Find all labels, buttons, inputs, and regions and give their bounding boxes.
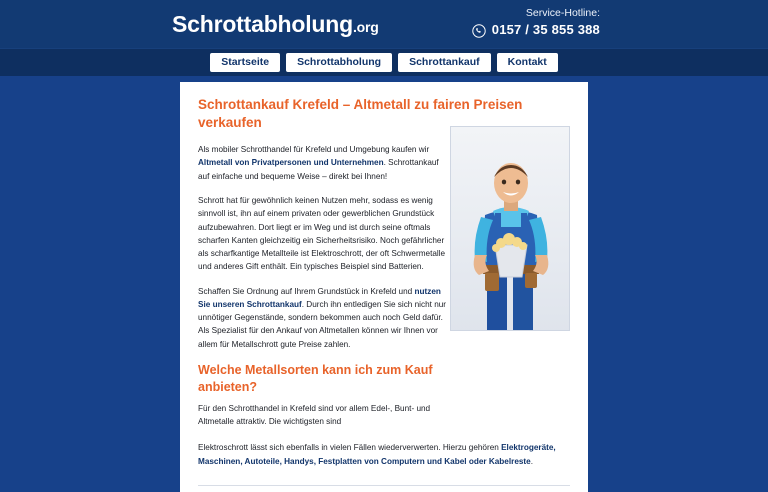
intro-paragraph (198, 143, 450, 183)
nav-item-schrottankauf[interactable]: Schrottankauf (398, 53, 491, 73)
order-text-a: Schaffen Sie Ordnung auf Ihrem Grundstück in Krefeld und (198, 286, 415, 296)
order-text-c: . Durch ihn entledigen Sie sich nicht nur unnötiger Gegenstände, sondern bekommen auch noch Geld dafür. Als Spezialist für den Ankauf von Altmetallen können wir Ihnen vor allem für Metallschrott gute Preise zahlen. (198, 299, 447, 349)
electronics-text-a: Elektroschrott lässt sich ebenfalls in vielen Fällen wiederverwerten. Hierzu gehören (198, 443, 502, 453)
electronics-text-c: . (530, 456, 533, 466)
page-title: Schrottankauf Krefeld – Altmetall zu fairen Preisen verkaufen (198, 97, 523, 130)
paragraph-order (198, 285, 450, 351)
order-text-bold: nutzen Sie unseren Schrottankauf (198, 286, 441, 309)
intro-text-c: . Schrottankauf auf einfache und bequeme Weise – direkt bei Ihnen! (198, 158, 439, 181)
site-header (0, 0, 768, 48)
hotline-number[interactable]: 0157 / 35 855 388 (491, 22, 600, 38)
paragraph-metals-intro: Für den Schrotthandel in Krefeld sind vor allem Edel-, Bunt- und Altmetalle attraktiv. Die wichtigsten sind (198, 403, 431, 427)
nav-item-kontakt[interactable]: Kontakt (497, 53, 558, 73)
nav-item-schrottabholung[interactable]: Schrottabholung (286, 53, 392, 73)
content-left-column (198, 143, 450, 439)
intro-text-bold: Altmetall von Privatpersonen und Unternehmen (198, 158, 384, 168)
site-logo[interactable] (172, 11, 379, 38)
nav-item-startseite[interactable]: Startseite (210, 53, 280, 73)
hotline-label: Service-Hotline: (525, 7, 600, 19)
content-tail (198, 439, 570, 468)
logo-main-text: Schrottabholung (172, 11, 353, 37)
paragraph-electronics (198, 441, 570, 468)
hotline-row[interactable] (472, 21, 600, 39)
logo-tld-text: .org (352, 19, 379, 35)
electronics-text-bold: Elektrogeräte, Maschinen, Autoteile, Handys, Festplatten von Computern und Kabel oder Kabelreste (198, 443, 556, 466)
content-area (180, 82, 588, 492)
paragraph-scrap-info: Schrott hat für gewöhnlich keinen Nutzen mehr, sodass es wenig sinnvoll ist, ihn auf einem privaten oder gewerblichen Grundstück aufzubewahren. Dort liegt er im Weg und ist durch seine oftmals scharfen Kanten gleichzeitig ein Sicherheitsrisiko. Noch gefährlicher als scharfkantige Metallteile ist Elektroschrott, der oft Schwermetalle und anderes Gift enthält. Ein typisches Beispiel sind Batterien. (198, 195, 446, 272)
main-navigation (0, 48, 768, 76)
content-divider (198, 485, 570, 486)
section-heading-metals: Welche Metallsorten kann ich zum Kauf anbieten? (198, 363, 433, 394)
phone-circle-icon (472, 23, 486, 37)
intro-text-a: Als mobiler Schrotthandel für Krefeld und Umgebung kaufen wir (198, 145, 430, 155)
service-hotline (472, 6, 600, 39)
handwerker-portrait-image (450, 126, 570, 331)
